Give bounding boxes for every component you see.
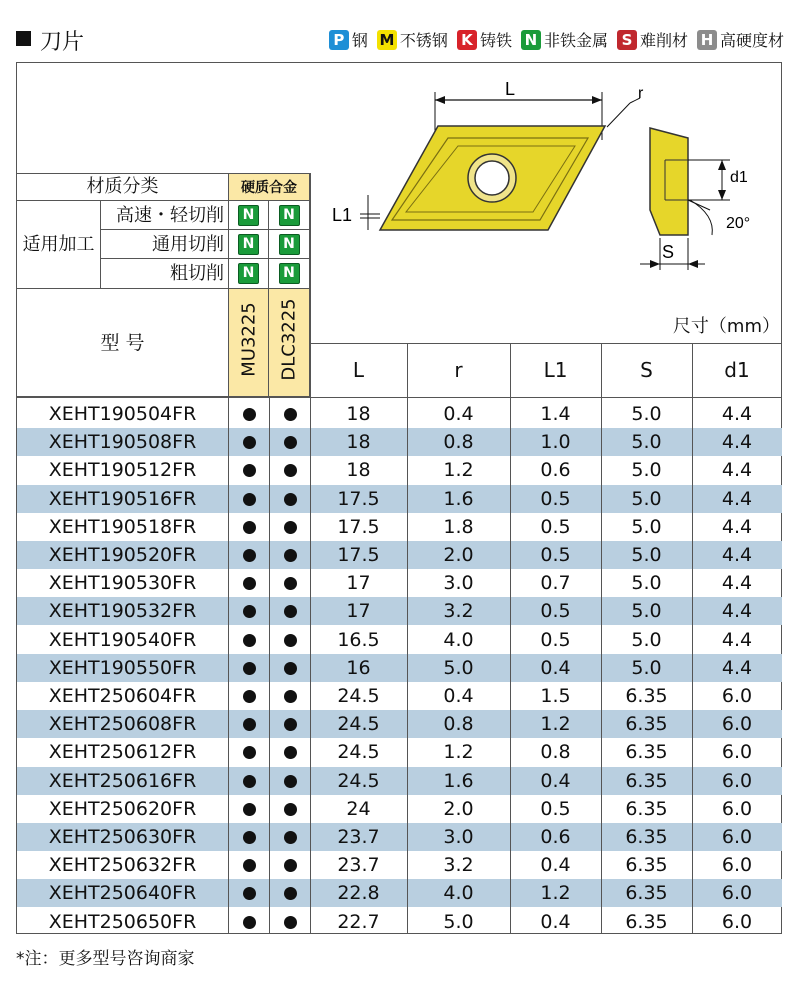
grade-dlc3225-available-icon <box>284 718 297 731</box>
nonferrous-n-icon: N <box>279 234 300 255</box>
footer-note: *注：更多型号咨询商家 <box>16 949 195 969</box>
model-cell: XEHT190518FR <box>48 515 197 538</box>
grade-dlc3225-available-icon <box>284 887 297 900</box>
model-cell: XEHT190532FR <box>48 600 197 623</box>
nonferrous-n-icon: N <box>279 263 300 284</box>
cell-l1: 0.5 <box>540 487 571 510</box>
legend-item <box>329 28 368 51</box>
grade-dlc3225-available-icon <box>284 464 297 477</box>
nonferrous-n-icon: N <box>238 234 259 255</box>
cell-s: 5.0 <box>631 403 662 425</box>
cell-l: 22.8 <box>337 882 380 905</box>
cell-l: 18 <box>346 431 371 454</box>
cell-r: 1.6 <box>443 487 474 510</box>
cell-l1: 0.5 <box>540 600 571 623</box>
grade-dlc3225-available-icon <box>284 634 297 647</box>
cell-s: 6.35 <box>625 826 668 848</box>
cell-l1: 1.4 <box>540 403 571 425</box>
model-cell: XEHT250620FR <box>48 797 197 820</box>
grade-mu3225-available-icon <box>243 662 256 675</box>
dim-S-label: S <box>662 242 675 262</box>
material-m-badge-icon: M <box>377 30 397 50</box>
cell-s: 5.0 <box>631 487 662 510</box>
dim-d1-label: d1 <box>730 169 748 186</box>
cell-r: 3.0 <box>443 572 474 595</box>
process-general: 通用切削 <box>101 230 228 259</box>
cell-s: 6.35 <box>625 769 668 792</box>
cell-l1: 1.2 <box>540 882 571 905</box>
cell-s: 6.35 <box>625 910 668 933</box>
legend-item <box>697 28 784 51</box>
cell-l1: 0.5 <box>540 797 571 820</box>
grade-dlc3225-available-icon <box>284 408 297 421</box>
model-cell: XEHT190550FR <box>48 656 197 679</box>
grade-mu3225-available-icon <box>243 831 256 844</box>
cell-l: 18 <box>346 403 371 425</box>
grade-dlc3225-available-icon <box>284 916 297 929</box>
model-cell: XEHT190508FR <box>48 431 197 454</box>
material-n-badge-icon: N <box>521 30 541 50</box>
grade-mu3225-available-icon <box>243 634 256 647</box>
process-rough: 粗切削 <box>101 259 228 289</box>
cell-l: 16 <box>346 656 371 679</box>
cell-r: 0.4 <box>443 403 474 425</box>
grade-mu3225-available-icon <box>243 436 256 449</box>
cell-d1: 6.0 <box>721 797 753 820</box>
cell-d1: 4.4 <box>721 544 753 566</box>
cell-l1: 0.4 <box>540 854 571 877</box>
grade-mu3225-available-icon <box>243 803 256 816</box>
table-row <box>17 682 782 710</box>
cell-r: 4.0 <box>443 882 474 905</box>
cell-l: 17.5 <box>337 515 380 538</box>
model-cell: XEHT190512FR <box>48 459 197 482</box>
cell-l1: 1.2 <box>540 713 571 736</box>
cell-s: 6.35 <box>625 713 668 736</box>
cell-d1: 6.0 <box>721 854 753 877</box>
legend-item <box>617 28 688 51</box>
cell-l1: 0.7 <box>540 572 571 595</box>
material-k-badge-icon: K <box>457 30 477 50</box>
grade-mu3225-available-icon <box>243 718 256 731</box>
table-row <box>17 485 782 513</box>
cell-d1: 6.0 <box>721 741 753 764</box>
cell-l: 24 <box>346 797 371 820</box>
column-header-l: L <box>352 358 365 382</box>
cell-l1: 0.5 <box>540 628 571 651</box>
cell-l: 17 <box>346 600 371 623</box>
grade-mu3225-available-icon <box>243 746 256 759</box>
cell-r: 5.0 <box>443 910 474 933</box>
model-cell: XEHT250640FR <box>48 882 197 905</box>
legend-label: 高硬度材 <box>719 31 784 50</box>
cell-d1: 4.4 <box>721 628 753 651</box>
grade-dlc3225-available-icon <box>284 803 297 816</box>
grade-mu3225-label: MU3225 <box>238 302 260 377</box>
column-header-d1: d1 <box>724 358 750 382</box>
grade-dlc3225-available-icon <box>284 577 297 590</box>
cell-d1: 4.4 <box>721 515 753 538</box>
cell-l1: 1.5 <box>540 685 571 707</box>
cell-s: 6.35 <box>625 797 668 820</box>
cell-r: 2.0 <box>443 797 474 820</box>
cell-s: 5.0 <box>631 600 662 623</box>
grade-mu3225-available-icon <box>243 493 256 506</box>
grade-dlc3225-available-icon <box>284 690 297 703</box>
cell-d1: 6.0 <box>721 685 753 707</box>
suitability-cell <box>228 230 269 259</box>
page-title: 刀片 <box>40 30 85 55</box>
insert-diagram <box>320 70 780 275</box>
dim-angle-label: 20° <box>726 215 751 232</box>
table-row <box>17 738 782 766</box>
cell-l: 23.7 <box>337 826 380 848</box>
cell-s: 6.35 <box>625 854 668 877</box>
table-row <box>17 654 782 682</box>
model-cell: XEHT250650FR <box>48 910 197 933</box>
cell-l: 24.5 <box>337 713 380 736</box>
grade-dlc3225-available-icon <box>284 605 297 618</box>
cell-d1: 4.4 <box>721 487 753 510</box>
cell-r: 3.2 <box>443 854 474 877</box>
cell-r: 2.0 <box>443 544 474 566</box>
dim-L1-label: L1 <box>332 205 353 225</box>
cell-l: 17 <box>346 572 371 595</box>
table-row <box>17 710 782 738</box>
nonferrous-n-icon: N <box>279 205 300 226</box>
cell-r: 4.0 <box>443 628 474 651</box>
cell-r: 0.8 <box>443 713 474 736</box>
grade-mu3225-available-icon <box>243 408 256 421</box>
cell-l1: 0.4 <box>540 769 571 792</box>
material-h-badge-icon: H <box>697 30 717 50</box>
cell-s: 6.35 <box>625 741 668 764</box>
table-row <box>17 513 782 541</box>
grade-dlc3225-available-icon <box>284 831 297 844</box>
cell-l1: 0.6 <box>540 459 571 482</box>
table-row <box>17 428 782 456</box>
legend-item <box>377 28 448 51</box>
legend-label: 钢 <box>351 31 368 50</box>
dim-L-label: L <box>505 79 516 99</box>
model-cell: XEHT190520FR <box>48 544 197 566</box>
grade-dlc3225-available-icon <box>284 662 297 675</box>
cell-l1: 0.6 <box>540 826 571 848</box>
suitability-cell <box>269 259 310 289</box>
legend-label: 不锈钢 <box>399 31 448 50</box>
cell-s: 5.0 <box>631 656 662 679</box>
cell-l1: 0.5 <box>540 515 571 538</box>
table-row <box>17 626 782 654</box>
cell-s: 6.35 <box>625 882 668 905</box>
column-header-r: r <box>454 358 463 382</box>
model-column-label: 型 号 <box>17 289 228 397</box>
cell-s: 5.0 <box>631 544 662 566</box>
model-cell: XEHT250630FR <box>48 826 197 848</box>
legend-label: 难削材 <box>639 31 688 50</box>
material-class-label: 材质分类 <box>17 173 228 201</box>
process-high-speed: 高速・轻切削 <box>101 201 228 230</box>
nonferrous-n-icon: N <box>238 263 259 284</box>
cell-r: 1.8 <box>443 515 474 538</box>
cell-d1: 4.4 <box>721 656 753 679</box>
model-cell: XEHT190540FR <box>48 628 197 651</box>
cell-l: 24.5 <box>337 685 380 707</box>
cell-r: 0.4 <box>443 685 474 707</box>
table-row <box>17 541 782 569</box>
insert-side-view <box>650 128 688 235</box>
table-row <box>17 823 782 851</box>
legend-label: 铸铁 <box>479 31 512 50</box>
grade-dlc3225-label: DLC3225 <box>278 298 300 381</box>
cell-l1: 1.0 <box>540 431 571 454</box>
table-row <box>17 569 782 597</box>
model-cell: XEHT250604FR <box>48 685 197 707</box>
grade-dlc3225-available-icon <box>284 746 297 759</box>
cell-l: 24.5 <box>337 741 380 764</box>
cell-r: 0.8 <box>443 431 474 454</box>
grade-mu3225-available-icon <box>243 775 256 788</box>
table-row <box>17 908 782 936</box>
table-row <box>17 851 782 879</box>
cell-d1: 4.4 <box>721 600 753 623</box>
legend-item <box>521 28 608 51</box>
grade-dlc3225-available-icon <box>284 859 297 872</box>
hard-alloy-label: 硬质合金 <box>228 173 310 201</box>
cell-l: 24.5 <box>337 769 380 792</box>
dim-r-label: r <box>638 85 644 102</box>
grade-mu3225-available-icon <box>243 887 256 900</box>
grade-header-mu3225 <box>228 289 269 397</box>
model-cell: XEHT190516FR <box>48 487 197 510</box>
table-row <box>17 456 782 484</box>
cell-d1: 4.4 <box>721 459 753 482</box>
cell-d1: 6.0 <box>721 882 753 905</box>
column-header-s: S <box>640 358 653 382</box>
grade-mu3225-available-icon <box>243 690 256 703</box>
material-legend <box>329 28 784 51</box>
table-row <box>17 597 782 625</box>
unit-label: 尺寸（mm） <box>672 316 780 337</box>
cell-d1: 4.4 <box>721 431 753 454</box>
cell-d1: 6.0 <box>721 713 753 736</box>
cell-l: 18 <box>346 459 371 482</box>
model-cell: XEHT250616FR <box>48 769 197 792</box>
grade-mu3225-available-icon <box>243 549 256 562</box>
grade-mu3225-available-icon <box>243 859 256 872</box>
table-row <box>17 795 782 823</box>
table-row <box>17 767 782 795</box>
suitability-cell <box>228 259 269 289</box>
cell-l1: 0.5 <box>540 544 571 566</box>
model-cell: XEHT250608FR <box>48 713 197 736</box>
cell-l: 22.7 <box>337 910 380 933</box>
suitability-cell <box>269 230 310 259</box>
cell-r: 5.0 <box>443 656 474 679</box>
cell-s: 6.35 <box>625 685 668 707</box>
cell-l: 23.7 <box>337 854 380 877</box>
cell-r: 3.0 <box>443 826 474 848</box>
model-cell: XEHT250612FR <box>48 741 197 764</box>
nonferrous-n-icon: N <box>238 205 259 226</box>
cell-r: 1.2 <box>443 741 474 764</box>
cell-l: 17.5 <box>337 487 380 510</box>
grade-dlc3225-available-icon <box>284 436 297 449</box>
cell-r: 1.2 <box>443 459 474 482</box>
cell-l: 17.5 <box>337 544 380 566</box>
cell-d1: 6.0 <box>721 910 753 933</box>
grade-header-dlc3225 <box>269 289 310 397</box>
cell-l: 16.5 <box>337 628 380 651</box>
cell-d1: 6.0 <box>721 769 753 792</box>
column-header-l1: L1 <box>543 358 568 382</box>
cell-s: 5.0 <box>631 459 662 482</box>
grade-dlc3225-available-icon <box>284 775 297 788</box>
table-row <box>17 879 782 907</box>
cell-l1: 0.4 <box>540 910 571 933</box>
grade-mu3225-available-icon <box>243 916 256 929</box>
model-cell: XEHT250632FR <box>48 854 197 877</box>
legend-label: 非铁金属 <box>543 31 608 50</box>
table-row <box>17 400 782 428</box>
cell-l1: 0.8 <box>540 741 571 764</box>
model-cell: XEHT190530FR <box>48 572 197 595</box>
applicable-processing-label: 适用加工 <box>17 201 101 289</box>
cell-r: 1.6 <box>443 769 474 792</box>
cell-s: 5.0 <box>631 431 662 454</box>
material-s-badge-icon: S <box>617 30 637 50</box>
grade-mu3225-available-icon <box>243 605 256 618</box>
cell-d1: 6.0 <box>721 826 753 848</box>
suitability-cell <box>228 201 269 230</box>
legend-item <box>457 28 512 51</box>
cell-r: 3.2 <box>443 600 474 623</box>
cell-s: 5.0 <box>631 628 662 651</box>
cell-l1: 0.4 <box>540 656 571 679</box>
cell-s: 5.0 <box>631 515 662 538</box>
material-p-badge-icon: P <box>329 30 349 50</box>
grade-dlc3225-available-icon <box>284 549 297 562</box>
grade-mu3225-available-icon <box>243 577 256 590</box>
grade-dlc3225-available-icon <box>284 493 297 506</box>
title-square-icon <box>16 31 31 46</box>
cell-s: 5.0 <box>631 572 662 595</box>
grade-mu3225-available-icon <box>243 521 256 534</box>
grade-dlc3225-available-icon <box>284 521 297 534</box>
cell-d1: 4.4 <box>721 572 753 595</box>
suitability-cell <box>269 201 310 230</box>
model-cell: XEHT190504FR <box>48 403 197 425</box>
grade-mu3225-available-icon <box>243 464 256 477</box>
cell-d1: 4.4 <box>721 403 753 425</box>
